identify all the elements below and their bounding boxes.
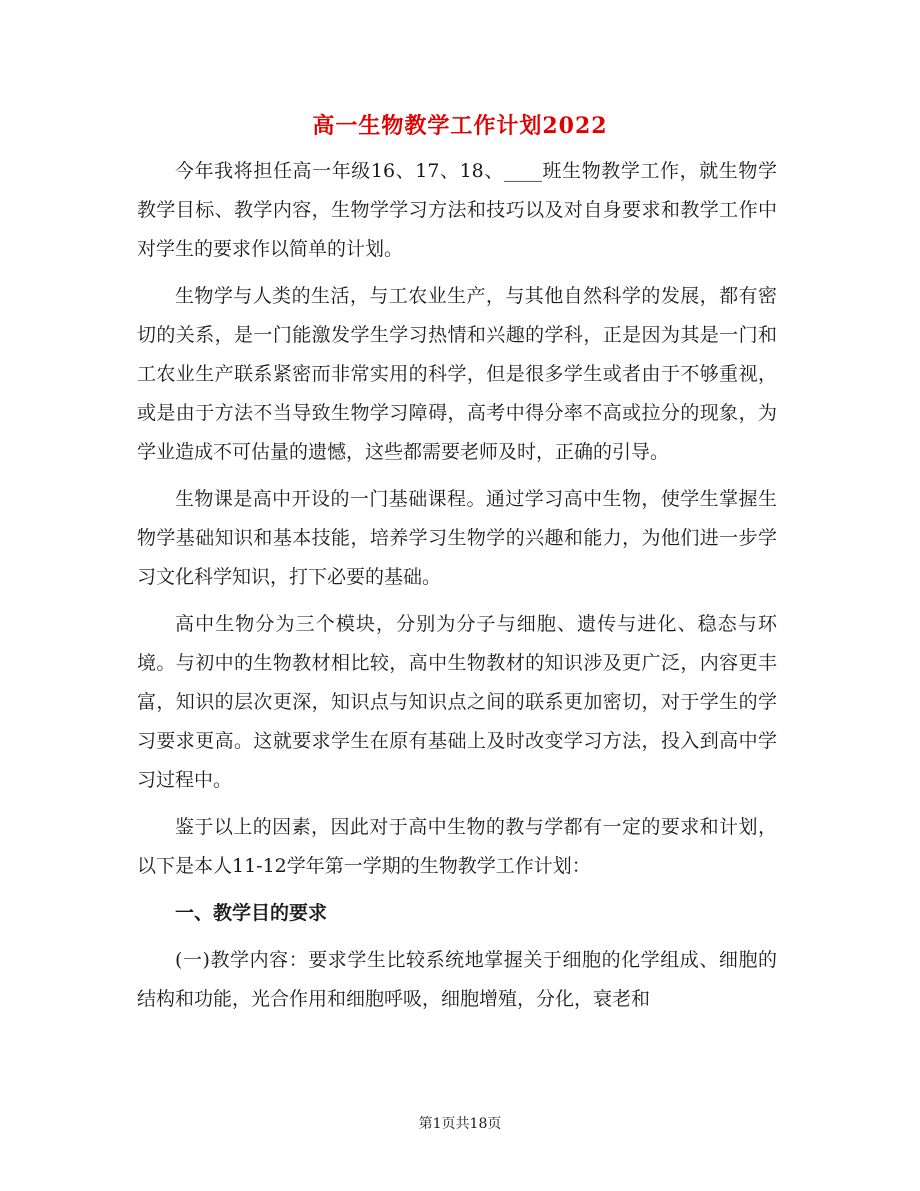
- paragraph-3: 生物课是高中开设的一门基础课程。通过学习高中生物，使学生掌握生物学基础知识和基本技能，培养学习生物学的兴趣和能力，为他们进一步学习文化科学知识，打下必要的基础。: [137, 488, 777, 588]
- paragraph-2: 生物学与人类的生活，与工农业生产，与其他自然科学的发展，都有密切的关系，是一门能激发学生学习热情和兴趣的学科，正是因为其是一门和工农业生产联系紧密而非常实用的科学，但是很多学生或者由于不够重视，或是由于方法不当导致生物学习障碍，高考中得分率不高或拉分的现象，为学业造成不可估量的遗憾，这些都需要老师及时，正确的引导。: [137, 285, 777, 463]
- section-paragraph: (一)教学内容：要求学生比较系统地掌握关于细胞的化学组成、细胞的结构和功能，光合作用和细胞呼吸，细胞增殖，分化，衰老和: [137, 949, 777, 1010]
- paragraph-5: 鉴于以上的因素，因此对于高中生物的教与学都有一定的要求和计划，以下是本人11-12学年第一学期的生物教学工作计划：: [137, 816, 777, 877]
- page-number: 第1页共18页: [418, 1116, 502, 1132]
- paragraph-1: 今年我将担任高一年级16、17、18、____班生物教学工作，就生物学教学目标、教学内容，生物学学习方法和技巧以及对自身要求和教学工作中对学生的要求作以简单的计划。: [137, 160, 777, 260]
- section-heading: 一、教学目的要求: [175, 902, 328, 924]
- document-title: 高一生物教学工作计划2022: [312, 113, 608, 139]
- paragraph-4: 高中生物分为三个模块，分别为分子与细胞、遗传与进化、稳态与环境。与初中的生物教材相比较，高中生物教材的知识涉及更广泛，内容更丰富，知识的层次更深，知识点与知识点之间的联系更加密切，对于学生的学习要求更高。这就要求学生在原有基础上及时改变学习方法，投入到高中学习过程中。: [137, 613, 777, 791]
- document-body: [137, 152, 777, 1027]
